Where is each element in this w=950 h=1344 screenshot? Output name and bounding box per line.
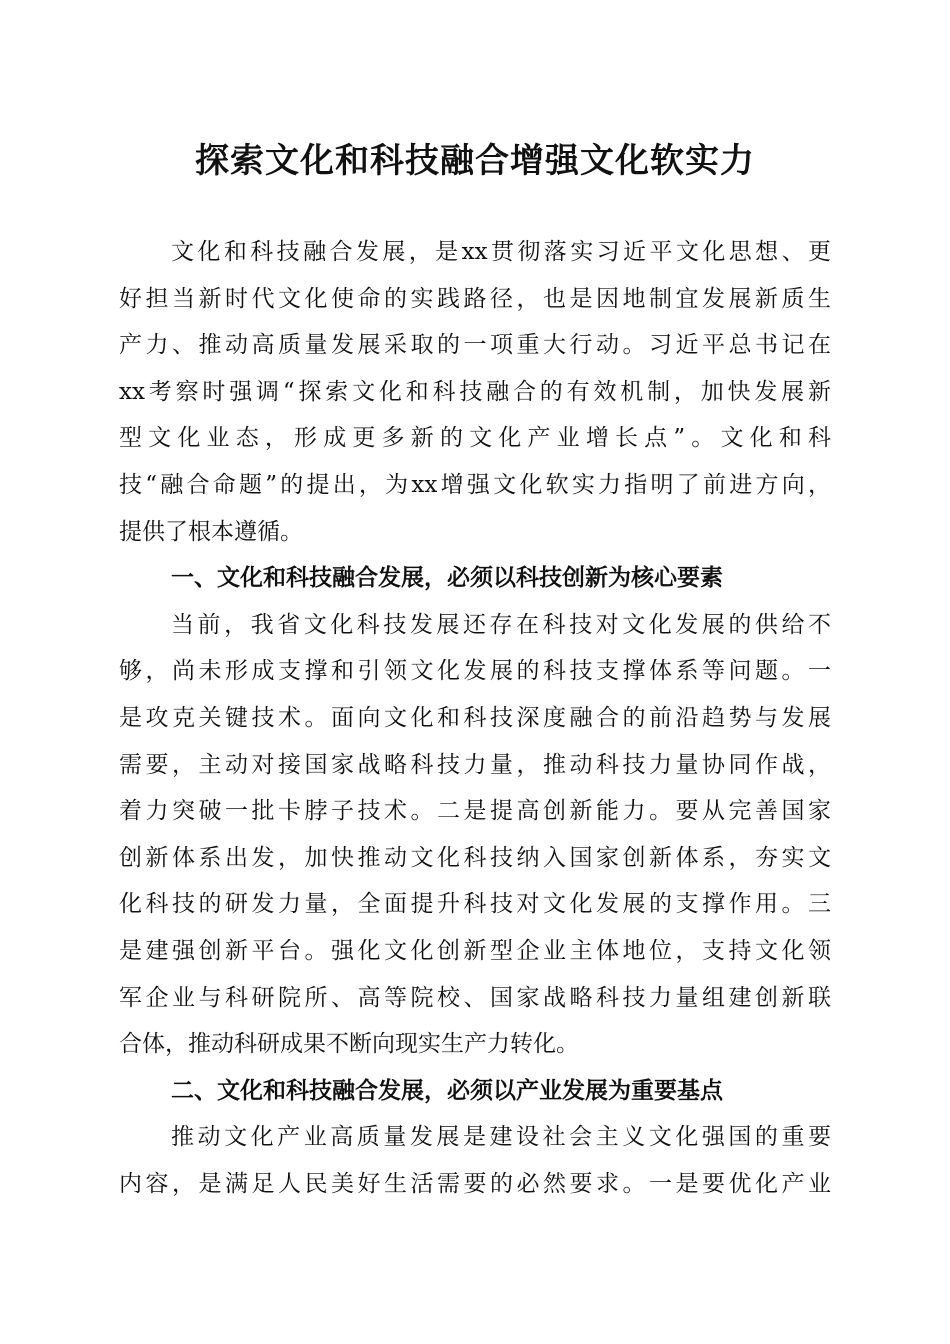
document-body [119, 229, 831, 1207]
paragraph-line: 创新体系出发，加快推动文化科技纳入国家创新体系，夯实文 [119, 844, 831, 871]
paragraph-line: 型文化业态，形成更多新的文化产业增长点”。文化和科 [119, 425, 831, 452]
paragraph-line: 着力突破一批卡脖子技术。二是提高创新能力。要从完善国家 [119, 798, 831, 825]
document-title: 探索文化和科技融合增强文化软实力 [195, 141, 755, 181]
paragraph-line: 技“融合命题”的提出，为xx增强文化软实力指明了前进方向， [119, 471, 831, 498]
paragraph-line: 推动文化产业高质量发展是建设社会主义文化强国的重要 [171, 1124, 831, 1151]
paragraph-line: 是建强创新平台。强化文化创新型企业主体地位，支持文化领 [119, 937, 831, 964]
paragraph-line: 好担当新时代文化使命的实践路径，也是因地制宜发展新质生 [119, 285, 831, 312]
paragraph-line: 够，尚未形成支撑和引领文化发展的科技支撑体系等问题。一 [119, 658, 831, 685]
paragraph-line: 内容，是满足人民美好生活需要的必然要求。一是要优化产业 [119, 1170, 831, 1197]
paragraph-line: 是攻克关键技术。面向文化和科技深度融合的前沿趋势与发展 [119, 704, 831, 731]
paragraph-line: 提供了根本遵循。 [119, 518, 303, 545]
paragraph-line: 合体，推动科研成果不断向现实生产力转化。 [119, 1031, 579, 1058]
paragraph-line: 化科技的研发力量，全面提升科技对文化发展的支撑作用。三 [119, 891, 831, 918]
paragraph-line: 产力、推动高质量发展采取的一项重大行动。习近平总书记在 [119, 332, 831, 359]
paragraph-line: 军企业与科研院所、高等院校、国家战略科技力量组建创新联 [119, 984, 831, 1011]
section-heading-1: 一、文化和科技融合发展，必须以科技创新为核心要素 [171, 565, 723, 592]
paragraph-line: 当前，我省文化科技发展还存在科技对文化发展的供给不 [171, 611, 831, 638]
paragraph-line: xx考察时强调“探索文化和科技融合的有效机制，加快发展新 [119, 378, 831, 405]
section-heading-2: 二、文化和科技融合发展，必须以产业发展为重要基点 [171, 1077, 723, 1104]
paragraph-line: 文化和科技融合发展，是xx贯彻落实习近平文化思想、更 [171, 239, 831, 265]
paragraph-line: 需要，主动对接国家战略科技力量，推动科技力量协同作战， [119, 751, 831, 778]
